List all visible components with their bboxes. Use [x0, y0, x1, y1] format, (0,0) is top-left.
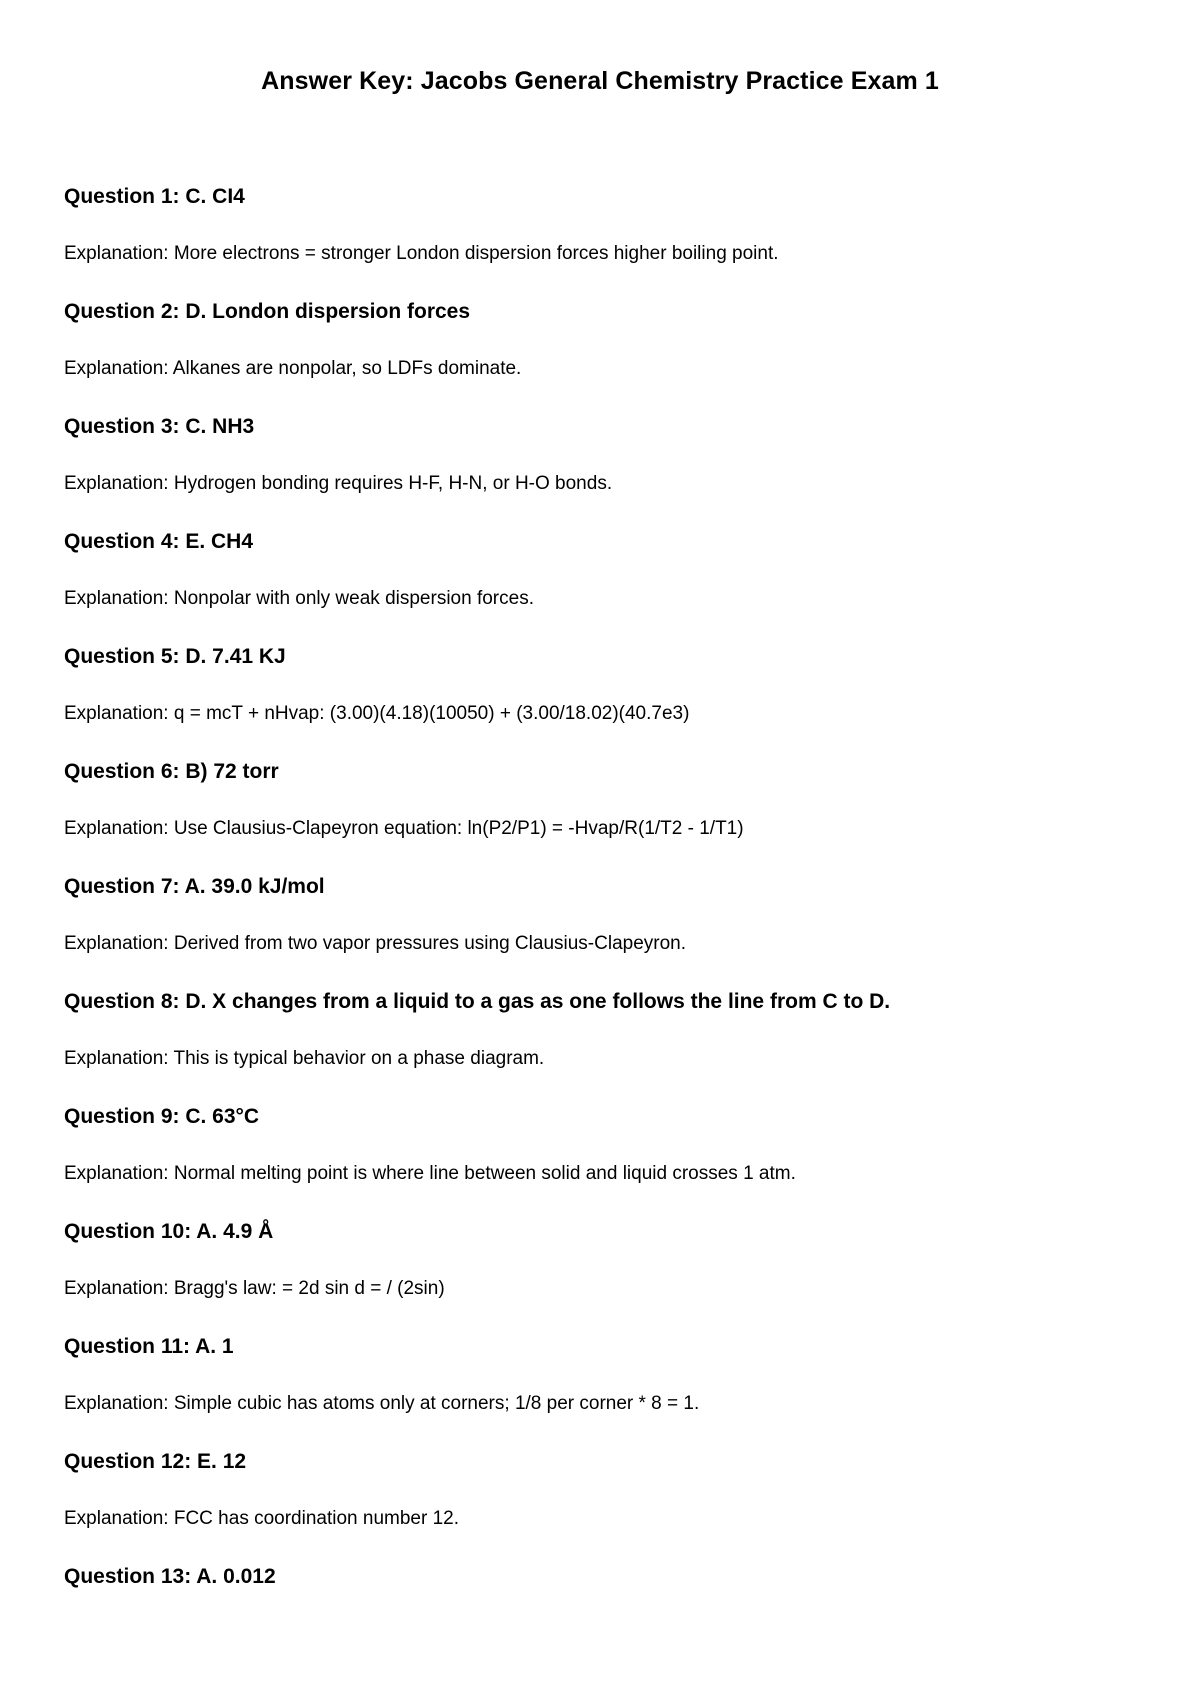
question-9: Question 9: C. 63°C: [64, 1105, 260, 1128]
question-7: Question 7: A. 39.0 kJ/mol: [64, 875, 325, 898]
explanation-11: Explanation: Simple cubic has atoms only at corners; 1/8 per corner * 8 = 1.: [64, 1393, 700, 1414]
question-5: Question 5: D. 7.41 KJ: [64, 645, 286, 668]
answer-item-5: [64, 644, 1144, 759]
explanation-4: Explanation: Nonpolar with only weak dispersion forces.: [64, 588, 534, 609]
question-11: Question 11: A. 1: [64, 1335, 234, 1358]
question-4: Question 4: E. CH4: [64, 530, 254, 553]
question-10: Question 10: A. 4.9 Å: [64, 1220, 274, 1243]
page-title: Answer Key: Jacobs General Chemistry Practice Exam 1: [261, 67, 939, 95]
answer-item-1: [64, 184, 1144, 299]
answer-item-3: [64, 414, 1144, 529]
explanation-5: Explanation: q = mcT + nHvap: (3.00)(4.18)(10050) + (3.00/18.02)(40.7e3): [64, 703, 690, 724]
answer-item-4: [64, 529, 1144, 644]
answer-item-2: [64, 299, 1144, 414]
explanation-1: Explanation: More electrons = stronger London dispersion forces higher boiling point.: [64, 243, 779, 264]
answer-item-7: [64, 874, 1144, 989]
answer-item-10: [64, 1219, 1144, 1334]
answer-item-11: [64, 1334, 1144, 1449]
explanation-2: Explanation: Alkanes are nonpolar, so LDFs dominate.: [64, 358, 522, 379]
question-3: Question 3: C. NH3: [64, 415, 255, 438]
question-2: Question 2: D. London dispersion forces: [64, 300, 471, 323]
answer-list: [64, 184, 1144, 1679]
explanation-6: Explanation: Use Clausius-Clapeyron equation: ln(P2/P1) = -Hvap/R(1/T2 - 1/T1): [64, 818, 744, 839]
answer-item-9: [64, 1104, 1144, 1219]
answer-item-8: [64, 989, 1144, 1104]
question-8: Question 8: D. X changes from a liquid to a gas as one follows the line from C to D.: [64, 990, 891, 1013]
explanation-7: Explanation: Derived from two vapor pressures using Clausius-Clapeyron.: [64, 933, 687, 954]
question-6: Question 6: B) 72 torr: [64, 760, 279, 783]
question-12: Question 12: E. 12: [64, 1450, 247, 1473]
explanation-8: Explanation: This is typical behavior on a phase diagram.: [64, 1048, 545, 1069]
answer-item-12: [64, 1449, 1144, 1564]
question-1: Question 1: C. CI4: [64, 185, 245, 208]
question-13: Question 13: A. 0.012: [64, 1565, 276, 1588]
explanation-9: Explanation: Normal melting point is where line between solid and liquid crosses 1 atm.: [64, 1163, 796, 1184]
explanation-10: Explanation: Bragg's law: = 2d sin d = / (2sin): [64, 1278, 445, 1299]
explanation-12: Explanation: FCC has coordination number 12.: [64, 1508, 460, 1529]
answer-item-13: [64, 1564, 1144, 1679]
answer-item-6: [64, 759, 1144, 874]
explanation-3: Explanation: Hydrogen bonding requires H-F, H-N, or H-O bonds.: [64, 473, 613, 494]
